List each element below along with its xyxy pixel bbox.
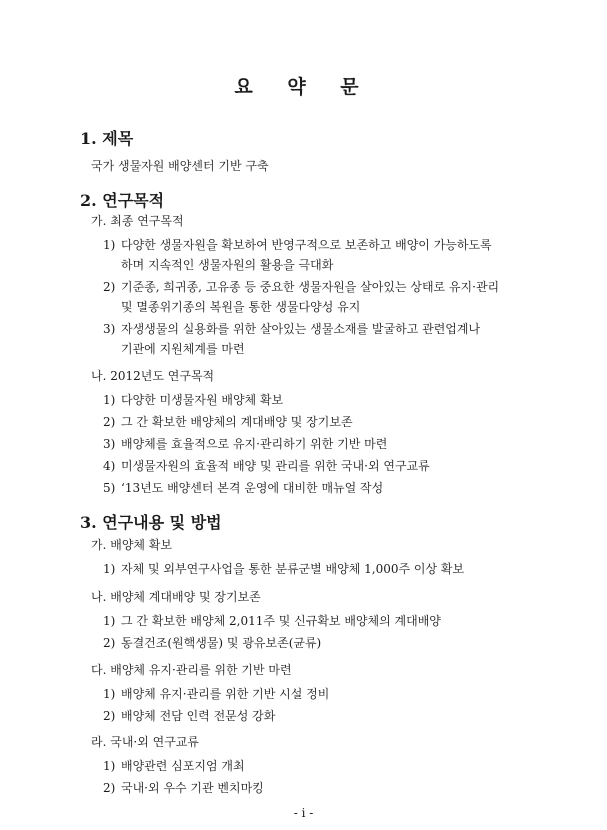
list-item: 3) 배양체를 효율적으로 유지·관리하기 위한 기반 마련 xyxy=(103,437,388,451)
list-item: 4) 미생물자원의 효율적 배양 및 관리를 위한 국내·외 연구교류 xyxy=(103,459,430,473)
list-item-continuation: 하며 지속적인 생물자원의 활용을 극대화 xyxy=(121,258,334,272)
section-heading-content: 3. 연구내용 및 방법 xyxy=(80,513,222,532)
list-item: 1) 배양관련 심포지엄 개최 xyxy=(103,759,245,773)
list-item-continuation: 기관에 지원체계를 마련 xyxy=(121,342,245,356)
subheading-exchange: 라. 국내·외 연구교류 xyxy=(91,735,199,749)
section-heading-purpose: 2. 연구목적 xyxy=(80,191,165,210)
section-heading-title: 1. 제목 xyxy=(80,129,134,148)
subheading-subculture: 나. 배양체 계대배양 및 장기보존 xyxy=(91,590,261,604)
list-item: 2) 배양체 전담 인력 전문성 강화 xyxy=(103,709,276,723)
subheading-final-purpose: 가. 최종 연구목적 xyxy=(91,214,184,228)
list-item: 2) 기준종, 희귀종, 고유종 등 중요한 생물자원을 살아있는 상태로 유지·관리 xyxy=(103,280,500,294)
project-title-text: 국가 생물자원 배양센터 기반 구축 xyxy=(91,159,269,173)
list-item: 1) 다양한 생물자원을 확보하여 반영구적으로 보존하고 배양이 가능하도록 xyxy=(103,238,492,252)
page-number: - i - xyxy=(293,806,314,820)
list-item: 2) 국내·외 우수 기관 벤치마킹 xyxy=(103,781,264,795)
list-item: 3) 자생생물의 실용화를 위한 살아있는 생물소재를 발굴하고 관련업계나 xyxy=(103,322,481,336)
list-item: 1) 그 간 확보한 배양체 2,011주 및 신규확보 배양체의 계대배양 xyxy=(103,614,441,628)
subheading-secure: 가. 배양체 확보 xyxy=(91,538,172,552)
subheading-2012-purpose: 나. 2012년도 연구목적 xyxy=(91,369,215,383)
subheading-infrastructure: 다. 배양체 유지·관리를 위한 기반 마련 xyxy=(91,663,292,677)
list-item: 2) 동결건조(원핵생물) 및 광유보존(균류) xyxy=(103,636,322,650)
list-item: 1) 자체 및 외부연구사업을 통한 분류군별 배양체 1,000주 이상 확보 xyxy=(103,562,465,576)
page-title: 요 약 문 xyxy=(234,76,373,98)
list-item: 2) 그 간 확보한 배양체의 계대배양 및 장기보존 xyxy=(103,415,353,429)
list-item-continuation: 및 멸종위기종의 복원을 통한 생물다양성 유지 xyxy=(121,300,361,314)
list-item: 1) 배양체 유지·관리를 위한 기반 시설 정비 xyxy=(103,687,330,701)
list-item: 5) ‘13년도 배양센터 본격 운영에 대비한 매뉴얼 작성 xyxy=(103,481,384,495)
list-item: 1) 다양한 미생물자원 배양체 확보 xyxy=(103,393,284,407)
